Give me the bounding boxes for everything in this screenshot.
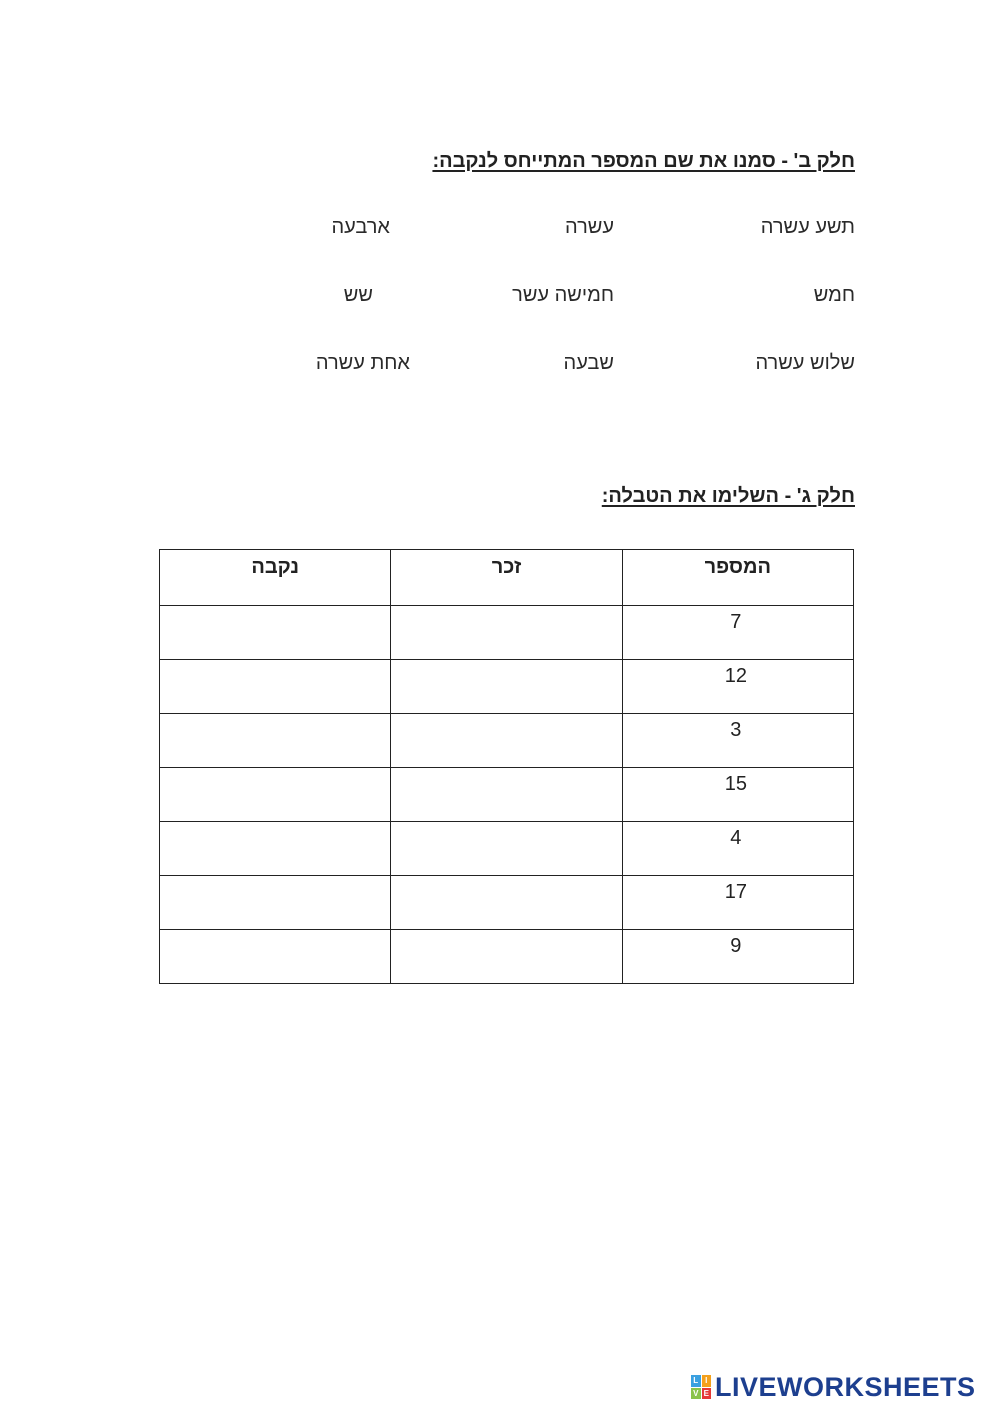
- option-word[interactable]: שש: [343, 284, 373, 306]
- table-row: [160, 768, 854, 822]
- logo-tile: V: [691, 1388, 701, 1400]
- liveworksheets-logo-text: LIVEWORKSHEETS: [715, 1371, 976, 1402]
- masculine-answer-cell[interactable]: [391, 876, 622, 930]
- liveworksheets-logo-icon: [691, 1375, 711, 1399]
- masculine-answer-cell[interactable]: [391, 768, 622, 822]
- feminine-answer-cell[interactable]: [160, 660, 391, 714]
- logo-tile: I: [702, 1375, 712, 1387]
- column-header-feminine: נקבה: [160, 550, 391, 606]
- number-cell: 15: [622, 768, 853, 822]
- table-row: [160, 822, 854, 876]
- number-cell: 12: [622, 660, 853, 714]
- number-cell: 3: [622, 714, 853, 768]
- masculine-answer-cell[interactable]: [391, 822, 622, 876]
- option-word[interactable]: תשע עשרה: [760, 216, 855, 238]
- number-gender-table: [159, 549, 854, 984]
- number-cell: 7: [622, 606, 853, 660]
- masculine-answer-cell[interactable]: [391, 660, 622, 714]
- logo-tile: E: [702, 1388, 712, 1400]
- heading-part-c: חלק ג' - השלימו את הטבלה:: [601, 485, 855, 507]
- number-cell: 17: [622, 876, 853, 930]
- option-word[interactable]: שבעה: [563, 352, 614, 374]
- feminine-answer-cell[interactable]: [160, 606, 391, 660]
- option-word[interactable]: חמישה עשר: [512, 284, 614, 306]
- column-header-number: המספר: [622, 550, 853, 606]
- table-row: [160, 714, 854, 768]
- logo-tile: L: [691, 1375, 701, 1387]
- feminine-answer-cell[interactable]: [160, 876, 391, 930]
- option-word[interactable]: עשרה: [564, 216, 614, 238]
- feminine-answer-cell[interactable]: [160, 768, 391, 822]
- option-word[interactable]: ארבעה: [331, 216, 390, 238]
- masculine-answer-cell[interactable]: [391, 930, 622, 984]
- table-header-row: [160, 550, 854, 606]
- column-header-masculine: זכר: [391, 550, 622, 606]
- feminine-answer-cell[interactable]: [160, 822, 391, 876]
- number-cell: 4: [622, 822, 853, 876]
- option-word[interactable]: אחת עשרה: [315, 352, 410, 374]
- option-word[interactable]: שלוש עשרה: [755, 352, 855, 374]
- table-row: [160, 876, 854, 930]
- liveworksheets-logo: [691, 1372, 976, 1402]
- heading-part-b: חלק ב' - סמנו את שם המספר המתייחס לנקבה:: [432, 150, 855, 172]
- masculine-answer-cell[interactable]: [391, 606, 622, 660]
- table-row: [160, 660, 854, 714]
- table-row: [160, 606, 854, 660]
- table-row: [160, 930, 854, 984]
- option-word[interactable]: חמש: [813, 284, 855, 306]
- feminine-answer-cell[interactable]: [160, 930, 391, 984]
- feminine-answer-cell[interactable]: [160, 714, 391, 768]
- number-cell: 9: [622, 930, 853, 984]
- masculine-answer-cell[interactable]: [391, 714, 622, 768]
